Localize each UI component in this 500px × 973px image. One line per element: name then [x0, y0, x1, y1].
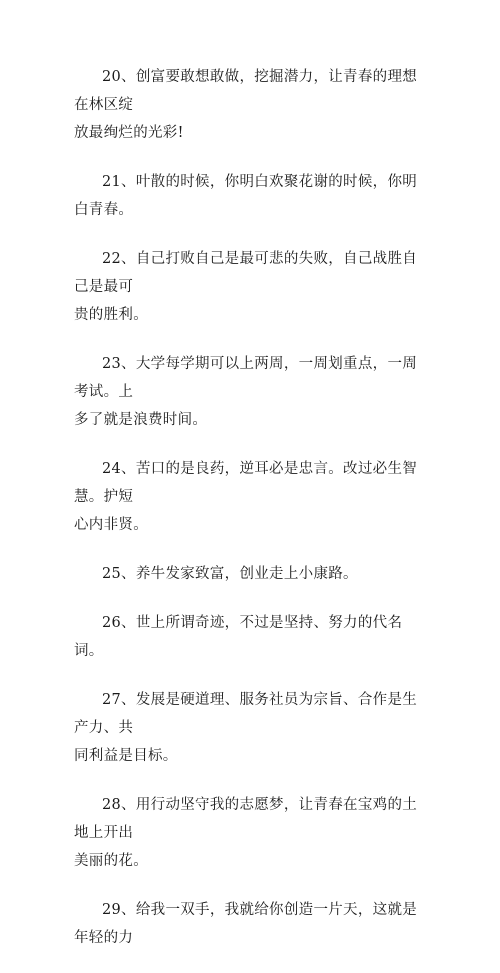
paragraph-line: 心内非贤。: [74, 517, 148, 533]
paragraph-24: [74, 455, 430, 539]
paragraph-line: 同利益是目标。: [74, 748, 178, 764]
paragraph-line: 22、自己打败自己是最可悲的失败，自己战胜自己是最可: [74, 251, 418, 295]
paragraph-line: 26、世上所谓奇迹，不过是坚持、努力的代名词。: [74, 615, 403, 659]
paragraph-line: 28、用行动坚守我的志愿梦，让青春在宝鸡的土地上开出: [74, 797, 418, 841]
paragraph-line: 21、叶散的时候，你明白欢聚花谢的时候，你明白青春。: [74, 174, 418, 218]
paragraph-line: 24、苦口的是良药，逆耳必是忠言。改过必生智慧。护短: [74, 461, 418, 505]
paragraph-22: [74, 245, 430, 329]
paragraph-21: [74, 168, 430, 224]
paragraph-27: [74, 686, 430, 770]
paragraph-line: 多了就是浪费时间。: [74, 412, 208, 428]
paragraph-line: 29、给我一双手，我就给你创造一片天，这就是年轻的力: [74, 902, 418, 946]
paragraph-line: 放最绚烂的光彩!: [74, 125, 184, 141]
paragraph-line: 27、发展是硬道理、服务社员为宗旨、合作是生产力、共: [74, 692, 418, 736]
paragraph-23: [74, 350, 430, 434]
document-body: [74, 63, 430, 973]
paragraph-line: 贵的胜利。: [74, 307, 148, 323]
paragraph-line: 25、养牛发家致富，创业走上小康路。: [102, 566, 358, 582]
paragraph-20: [74, 63, 430, 147]
paragraph-line: 美丽的花。: [74, 853, 148, 869]
paragraph-29: [74, 896, 430, 952]
paragraph-line: 23、大学每学期可以上两周，一周划重点，一周考试。上: [74, 356, 418, 400]
paragraph-25: [74, 560, 430, 588]
paragraph-26: [74, 609, 430, 665]
paragraph-line: 20、创富要敢想敢做，挖掘潜力，让青春的理想在林区绽: [74, 69, 418, 113]
paragraph-28: [74, 791, 430, 875]
